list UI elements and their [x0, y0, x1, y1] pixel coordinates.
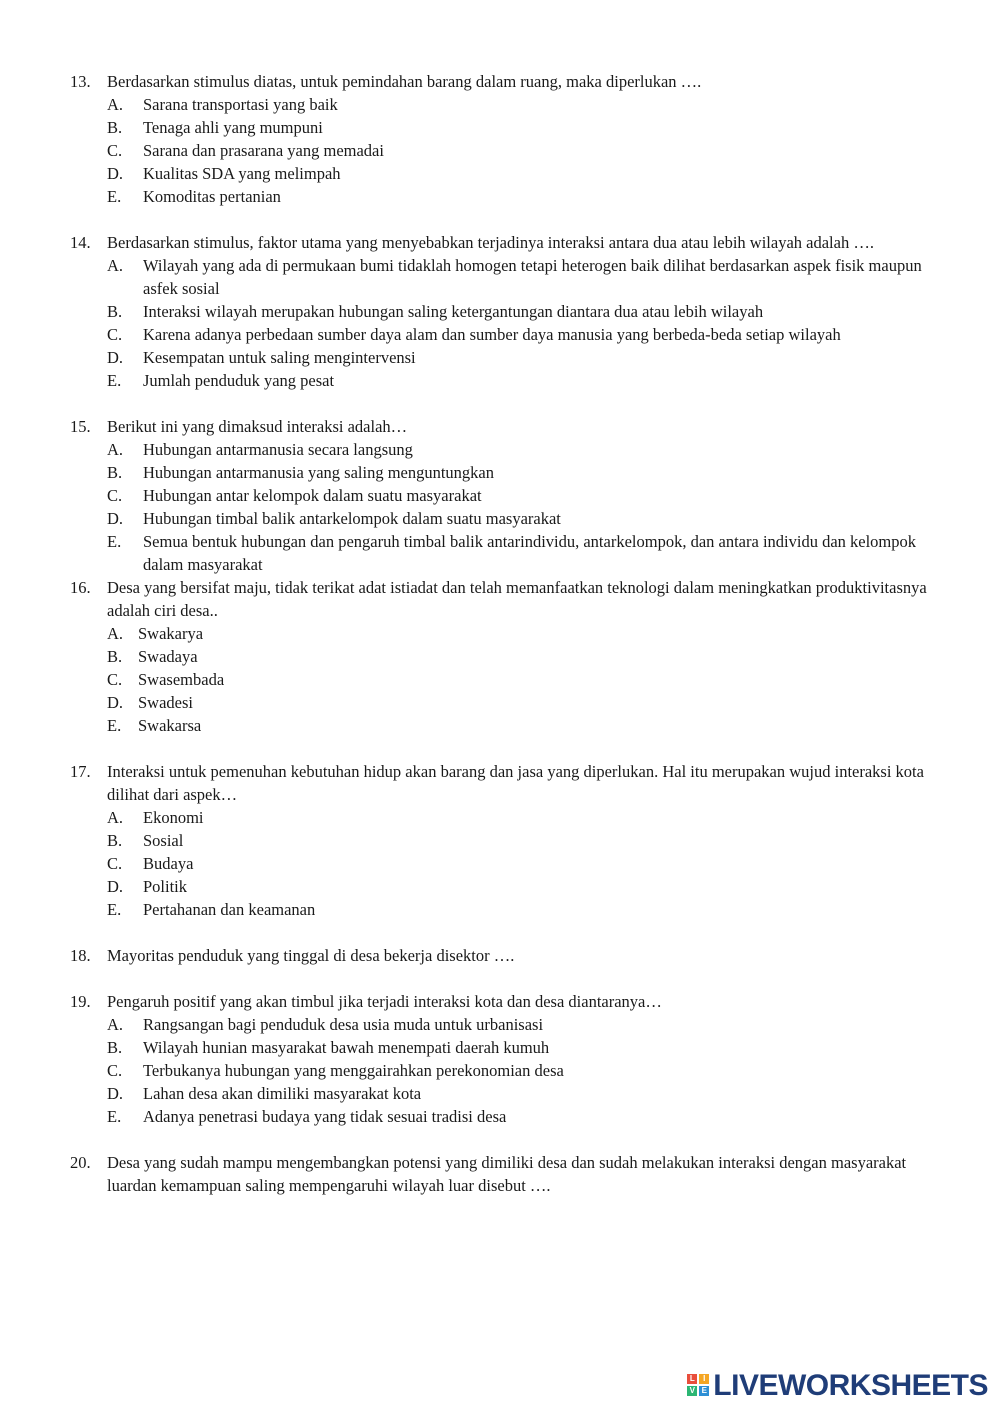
- option-text: Swasembada: [138, 670, 225, 689]
- option-c[interactable]: [107, 323, 937, 346]
- option-letter: B.: [107, 831, 123, 850]
- logo-mark-tile: E: [699, 1386, 709, 1396]
- option-letter: C.: [107, 141, 123, 160]
- option-text: Komoditas pertanian: [143, 187, 281, 206]
- option-text: Interaksi wilayah merupakan hubungan saling ketergantungan diantara dua atau lebih wilayah: [143, 302, 764, 321]
- question-13: [70, 70, 937, 208]
- question-number: 14.: [70, 233, 91, 252]
- option-b[interactable]: [107, 116, 937, 139]
- option-c[interactable]: [107, 484, 937, 507]
- option-a[interactable]: [107, 254, 937, 300]
- option-letter: E.: [107, 187, 122, 206]
- option-text: Sosial: [143, 831, 184, 850]
- option-e[interactable]: [107, 714, 937, 737]
- option-letter: C.: [107, 854, 123, 873]
- option-e[interactable]: [107, 898, 937, 921]
- option-d[interactable]: [107, 875, 937, 898]
- option-text: Swadesi: [138, 693, 193, 712]
- option-a[interactable]: [107, 93, 937, 116]
- option-b[interactable]: [107, 645, 937, 668]
- options-list: [107, 622, 937, 737]
- option-a[interactable]: [107, 622, 937, 645]
- option-text: Wilayah yang ada di permukaan bumi tidaklah homogen tetapi heterogen baik dilihat berdasarkan aspek fisik maupun asfek sosial: [143, 256, 922, 298]
- options-list: [107, 806, 937, 921]
- question-15: [70, 415, 937, 576]
- option-text: Pertahanan dan keamanan: [143, 900, 316, 919]
- option-text: Semua bentuk hubungan dan pengaruh timbal balik antarindividu, antarkelompok, dan antara individu dan kelompok dalam masyarakat: [143, 532, 917, 574]
- option-letter: A.: [107, 1015, 124, 1034]
- option-letter: A.: [107, 808, 124, 827]
- option-letter: B.: [107, 118, 123, 137]
- option-letter: B.: [107, 302, 123, 321]
- logo-mark-tile: I: [699, 1374, 709, 1384]
- question-text: Interaksi untuk pemenuhan kebutuhan hidup akan barang dan jasa yang diperlukan. Hal itu merupakan wujud interaksi kota dilihat dari aspek…: [107, 762, 924, 804]
- option-d[interactable]: [107, 346, 937, 369]
- option-letter: D.: [107, 877, 124, 896]
- option-letter: D.: [107, 693, 124, 712]
- option-e[interactable]: [107, 369, 937, 392]
- option-b[interactable]: [107, 300, 937, 323]
- question-text: Berdasarkan stimulus, faktor utama yang menyebabkan terjadinya interaksi antara dua atau lebih wilayah adalah ….: [107, 233, 874, 252]
- option-e[interactable]: [107, 1105, 937, 1128]
- option-text: Hubungan antarmanusia yang saling menguntungkan: [143, 463, 495, 482]
- option-b[interactable]: [107, 461, 937, 484]
- option-text: Budaya: [143, 854, 194, 873]
- option-d[interactable]: [107, 162, 937, 185]
- option-text: Hubungan antarmanusia secara langsung: [143, 440, 413, 459]
- question-text: Berikut ini yang dimaksud interaksi adalah…: [107, 417, 408, 436]
- option-a[interactable]: [107, 806, 937, 829]
- question-number: 13.: [70, 72, 91, 91]
- option-b[interactable]: [107, 1036, 937, 1059]
- option-letter: B.: [107, 463, 123, 482]
- option-text: Tenaga ahli yang mumpuni: [143, 118, 323, 137]
- option-text: Rangsangan bagi penduduk desa usia muda untuk urbanisasi: [143, 1015, 544, 1034]
- options-list: [107, 93, 937, 208]
- option-c[interactable]: [107, 1059, 937, 1082]
- option-letter: B.: [107, 1038, 123, 1057]
- option-letter: A.: [107, 440, 124, 459]
- option-letter: E.: [107, 900, 122, 919]
- option-text: Kualitas SDA yang melimpah: [143, 164, 341, 183]
- question-16: [70, 576, 937, 737]
- question-number: 17.: [70, 762, 91, 781]
- option-text: Swakarya: [138, 624, 204, 643]
- option-text: Hubungan antar kelompok dalam suatu masyarakat: [143, 486, 482, 505]
- option-text: Sarana dan prasarana yang memadai: [143, 141, 384, 160]
- option-a[interactable]: [107, 438, 937, 461]
- option-letter: D.: [107, 1084, 124, 1103]
- option-letter: E.: [107, 532, 122, 551]
- option-text: Hubungan timbal balik antarkelompok dalam suatu masyarakat: [143, 509, 561, 528]
- option-text: Wilayah hunian masyarakat bawah menempati daerah kumuh: [143, 1038, 550, 1057]
- question-number: 16.: [70, 578, 91, 597]
- option-letter: D.: [107, 348, 124, 367]
- question-14: [70, 231, 937, 392]
- option-letter: C.: [107, 1061, 123, 1080]
- option-d[interactable]: [107, 691, 937, 714]
- logo-mark-tile: V: [687, 1386, 697, 1396]
- option-text: Lahan desa akan dimiliki masyarakat kota: [143, 1084, 422, 1103]
- option-letter: C.: [107, 325, 123, 344]
- option-letter: B.: [107, 647, 123, 666]
- question-number: 18.: [70, 946, 91, 965]
- options-list: [107, 1013, 937, 1128]
- option-c[interactable]: [107, 852, 937, 875]
- option-letter: E.: [107, 371, 122, 390]
- option-b[interactable]: [107, 829, 937, 852]
- question-18: [70, 944, 937, 967]
- logo-text: LIVEWORKSHEETS: [713, 1368, 988, 1402]
- option-e[interactable]: [107, 530, 937, 576]
- question-text: Berdasarkan stimulus diatas, untuk pemindahan barang dalam ruang, maka diperlukan ….: [107, 72, 702, 91]
- question-number: 19.: [70, 992, 91, 1011]
- option-text: Jumlah penduduk yang pesat: [143, 371, 335, 390]
- question-17: [70, 760, 937, 921]
- question-20: [70, 1151, 937, 1197]
- option-text: Karena adanya perbedaan sumber daya alam dan sumber daya manusia yang berbeda-beda setiap wilayah: [143, 325, 841, 344]
- option-text: Politik: [143, 877, 188, 896]
- options-list: [107, 254, 937, 392]
- option-text: Terbukanya hubungan yang menggairahkan perekonomian desa: [143, 1061, 564, 1080]
- option-text: Swadaya: [138, 647, 198, 666]
- option-text: Adanya penetrasi budaya yang tidak sesuai tradisi desa: [143, 1107, 507, 1126]
- option-d[interactable]: [107, 507, 937, 530]
- option-letter: A.: [107, 256, 124, 275]
- option-letter: D.: [107, 164, 124, 183]
- option-e[interactable]: [107, 185, 937, 208]
- option-text: Sarana transportasi yang baik: [143, 95, 338, 114]
- option-text: Kesempatan untuk saling mengintervensi: [143, 348, 416, 367]
- option-letter: D.: [107, 509, 124, 528]
- option-c[interactable]: [107, 139, 937, 162]
- question-text: Mayoritas penduduk yang tinggal di desa bekerja disektor ….: [107, 946, 515, 965]
- option-letter: A.: [107, 624, 124, 643]
- option-letter: C.: [107, 670, 123, 689]
- question-number: 15.: [70, 417, 91, 436]
- option-letter: E.: [107, 716, 122, 735]
- question-text: Pengaruh positif yang akan timbul jika terjadi interaksi kota dan desa diantaranya…: [107, 992, 662, 1011]
- option-a[interactable]: [107, 1013, 937, 1036]
- option-letter: C.: [107, 486, 123, 505]
- option-text: Ekonomi: [143, 808, 204, 827]
- question-text: Desa yang sudah mampu mengembangkan potensi yang dimiliki desa dan sudah melakukan interaksi dengan masyarakat luardan kemampuan saling mempengaruhi wilayah luar disebut ….: [107, 1153, 907, 1195]
- option-d[interactable]: [107, 1082, 937, 1105]
- logo-mark-icon: [687, 1374, 709, 1396]
- liveworksheets-logo: [687, 1368, 988, 1402]
- logo-mark-tile: L: [687, 1374, 697, 1384]
- question-19: [70, 990, 937, 1128]
- option-text: Swakarsa: [138, 716, 202, 735]
- option-letter: A.: [107, 95, 124, 114]
- options-list: [107, 438, 937, 576]
- question-number: 20.: [70, 1153, 91, 1172]
- question-text: Desa yang bersifat maju, tidak terikat adat istiadat dan telah memanfaatkan teknologi dalam meningkatkan produktivitasnya adalah ciri desa..: [107, 578, 927, 620]
- option-letter: E.: [107, 1107, 122, 1126]
- option-c[interactable]: [107, 668, 937, 691]
- worksheet-page: [0, 70, 1000, 1197]
